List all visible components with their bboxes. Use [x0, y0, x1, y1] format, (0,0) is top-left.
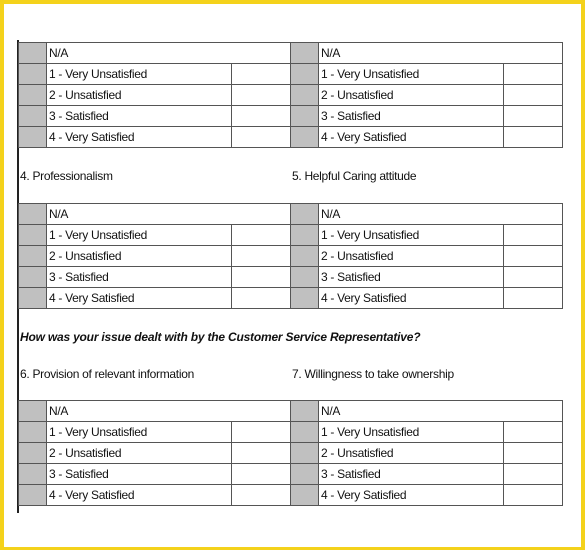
rating-entry-cell[interactable]: [232, 64, 291, 85]
rating-table-q4: [18, 203, 291, 309]
rating-option-label: N/A: [47, 43, 232, 64]
rating-entry-cell[interactable]: [232, 246, 291, 267]
rating-checkbox-cell[interactable]: [291, 64, 319, 85]
rating-checkbox-cell[interactable]: [19, 225, 47, 246]
rating-entry-cell[interactable]: [232, 267, 291, 288]
rating-entry-cell[interactable]: [504, 443, 563, 464]
rating-checkbox-cell[interactable]: [19, 485, 47, 506]
rating-checkbox-cell[interactable]: [19, 464, 47, 485]
rating-entry-cell[interactable]: [504, 43, 563, 64]
rating-option-label: 1 - Very Unsatisfied: [319, 64, 504, 85]
rating-entry-cell[interactable]: [232, 464, 291, 485]
rating-entry-cell[interactable]: [232, 225, 291, 246]
rating-checkbox-cell[interactable]: [291, 127, 319, 148]
rating-checkbox-cell[interactable]: [291, 85, 319, 106]
rating-checkbox-cell[interactable]: [291, 464, 319, 485]
rating-entry-cell[interactable]: [504, 401, 563, 422]
rating-entry-cell[interactable]: [504, 246, 563, 267]
rating-table-top-left: [18, 42, 291, 148]
rating-option-label: 3 - Satisfied: [319, 267, 504, 288]
rating-entry-cell[interactable]: [232, 127, 291, 148]
rating-checkbox-cell[interactable]: [291, 401, 319, 422]
rating-checkbox-cell[interactable]: [19, 127, 47, 148]
rating-checkbox-cell[interactable]: [291, 422, 319, 443]
rating-option-label: 3 - Satisfied: [319, 106, 504, 127]
rating-entry-cell[interactable]: [504, 288, 563, 309]
rating-checkbox-cell[interactable]: [291, 443, 319, 464]
rating-option-label: 2 - Unsatisfied: [319, 246, 504, 267]
rating-checkbox-cell[interactable]: [19, 246, 47, 267]
question-4-label: 4. Professionalism: [20, 169, 113, 183]
rating-checkbox-cell[interactable]: [19, 64, 47, 85]
rating-checkbox-cell[interactable]: [19, 267, 47, 288]
rating-checkbox-cell[interactable]: [19, 288, 47, 309]
rating-entry-cell[interactable]: [504, 85, 563, 106]
rating-option-label: 3 - Satisfied: [319, 464, 504, 485]
rating-entry-cell[interactable]: [504, 106, 563, 127]
rating-entry-cell[interactable]: [504, 127, 563, 148]
rating-table-q6: [18, 400, 291, 506]
rating-option-label: N/A: [319, 43, 504, 64]
question-7-label: 7. Willingness to take ownership: [292, 367, 454, 381]
rating-entry-cell[interactable]: [232, 43, 291, 64]
rating-checkbox-cell[interactable]: [19, 443, 47, 464]
rating-option-label: 4 - Very Satisfied: [319, 288, 504, 309]
rating-option-label: 2 - Unsatisfied: [47, 246, 232, 267]
rating-table-top-right: [290, 42, 563, 148]
rating-option-label: 1 - Very Unsatisfied: [319, 422, 504, 443]
rating-option-label: 4 - Very Satisfied: [319, 485, 504, 506]
rating-table-q5: [290, 203, 563, 309]
rating-entry-cell[interactable]: [232, 204, 291, 225]
rating-option-label: 2 - Unsatisfied: [319, 443, 504, 464]
rating-option-label: 1 - Very Unsatisfied: [47, 64, 232, 85]
rating-entry-cell[interactable]: [504, 464, 563, 485]
rating-checkbox-cell[interactable]: [19, 85, 47, 106]
question-6-label: 6. Provision of relevant information: [20, 367, 194, 381]
section-heading: How was your issue dealt with by the Customer Service Representative?: [20, 330, 421, 344]
rating-checkbox-cell[interactable]: [19, 43, 47, 64]
rating-option-label: N/A: [47, 204, 232, 225]
rating-option-label: N/A: [319, 401, 504, 422]
rating-entry-cell[interactable]: [504, 422, 563, 443]
rating-table-q7: [290, 400, 563, 506]
rating-entry-cell[interactable]: [504, 204, 563, 225]
rating-checkbox-cell[interactable]: [291, 43, 319, 64]
rating-option-label: 4 - Very Satisfied: [47, 485, 232, 506]
rating-option-label: 2 - Unsatisfied: [47, 85, 232, 106]
rating-checkbox-cell[interactable]: [19, 204, 47, 225]
rating-checkbox-cell[interactable]: [291, 288, 319, 309]
rating-option-label: N/A: [47, 401, 232, 422]
rating-option-label: 3 - Satisfied: [47, 106, 232, 127]
rating-entry-cell[interactable]: [232, 422, 291, 443]
question-5-label: 5. Helpful Caring attitude: [292, 169, 417, 183]
rating-entry-cell[interactable]: [232, 85, 291, 106]
rating-option-label: 1 - Very Unsatisfied: [47, 225, 232, 246]
rating-option-label: 3 - Satisfied: [47, 267, 232, 288]
rating-option-label: 1 - Very Unsatisfied: [319, 225, 504, 246]
rating-option-label: 4 - Very Satisfied: [47, 288, 232, 309]
rating-checkbox-cell[interactable]: [19, 401, 47, 422]
rating-checkbox-cell[interactable]: [291, 267, 319, 288]
rating-checkbox-cell[interactable]: [291, 225, 319, 246]
form-sheet: [4, 4, 581, 547]
rating-checkbox-cell[interactable]: [291, 204, 319, 225]
rating-checkbox-cell[interactable]: [291, 485, 319, 506]
rating-checkbox-cell[interactable]: [291, 246, 319, 267]
rating-entry-cell[interactable]: [232, 288, 291, 309]
rating-entry-cell[interactable]: [504, 485, 563, 506]
rating-entry-cell[interactable]: [232, 485, 291, 506]
rating-entry-cell[interactable]: [504, 225, 563, 246]
rating-option-label: 4 - Very Satisfied: [319, 127, 504, 148]
rating-option-label: N/A: [319, 204, 504, 225]
rating-entry-cell[interactable]: [232, 443, 291, 464]
rating-checkbox-cell[interactable]: [19, 106, 47, 127]
rating-entry-cell[interactable]: [232, 106, 291, 127]
rating-entry-cell[interactable]: [504, 64, 563, 85]
rating-option-label: 2 - Unsatisfied: [47, 443, 232, 464]
rating-option-label: 2 - Unsatisfied: [319, 85, 504, 106]
rating-option-label: 3 - Satisfied: [47, 464, 232, 485]
rating-option-label: 1 - Very Unsatisfied: [47, 422, 232, 443]
rating-checkbox-cell[interactable]: [19, 422, 47, 443]
rating-checkbox-cell[interactable]: [291, 106, 319, 127]
rating-entry-cell[interactable]: [232, 401, 291, 422]
rating-entry-cell[interactable]: [504, 267, 563, 288]
rating-option-label: 4 - Very Satisfied: [47, 127, 232, 148]
